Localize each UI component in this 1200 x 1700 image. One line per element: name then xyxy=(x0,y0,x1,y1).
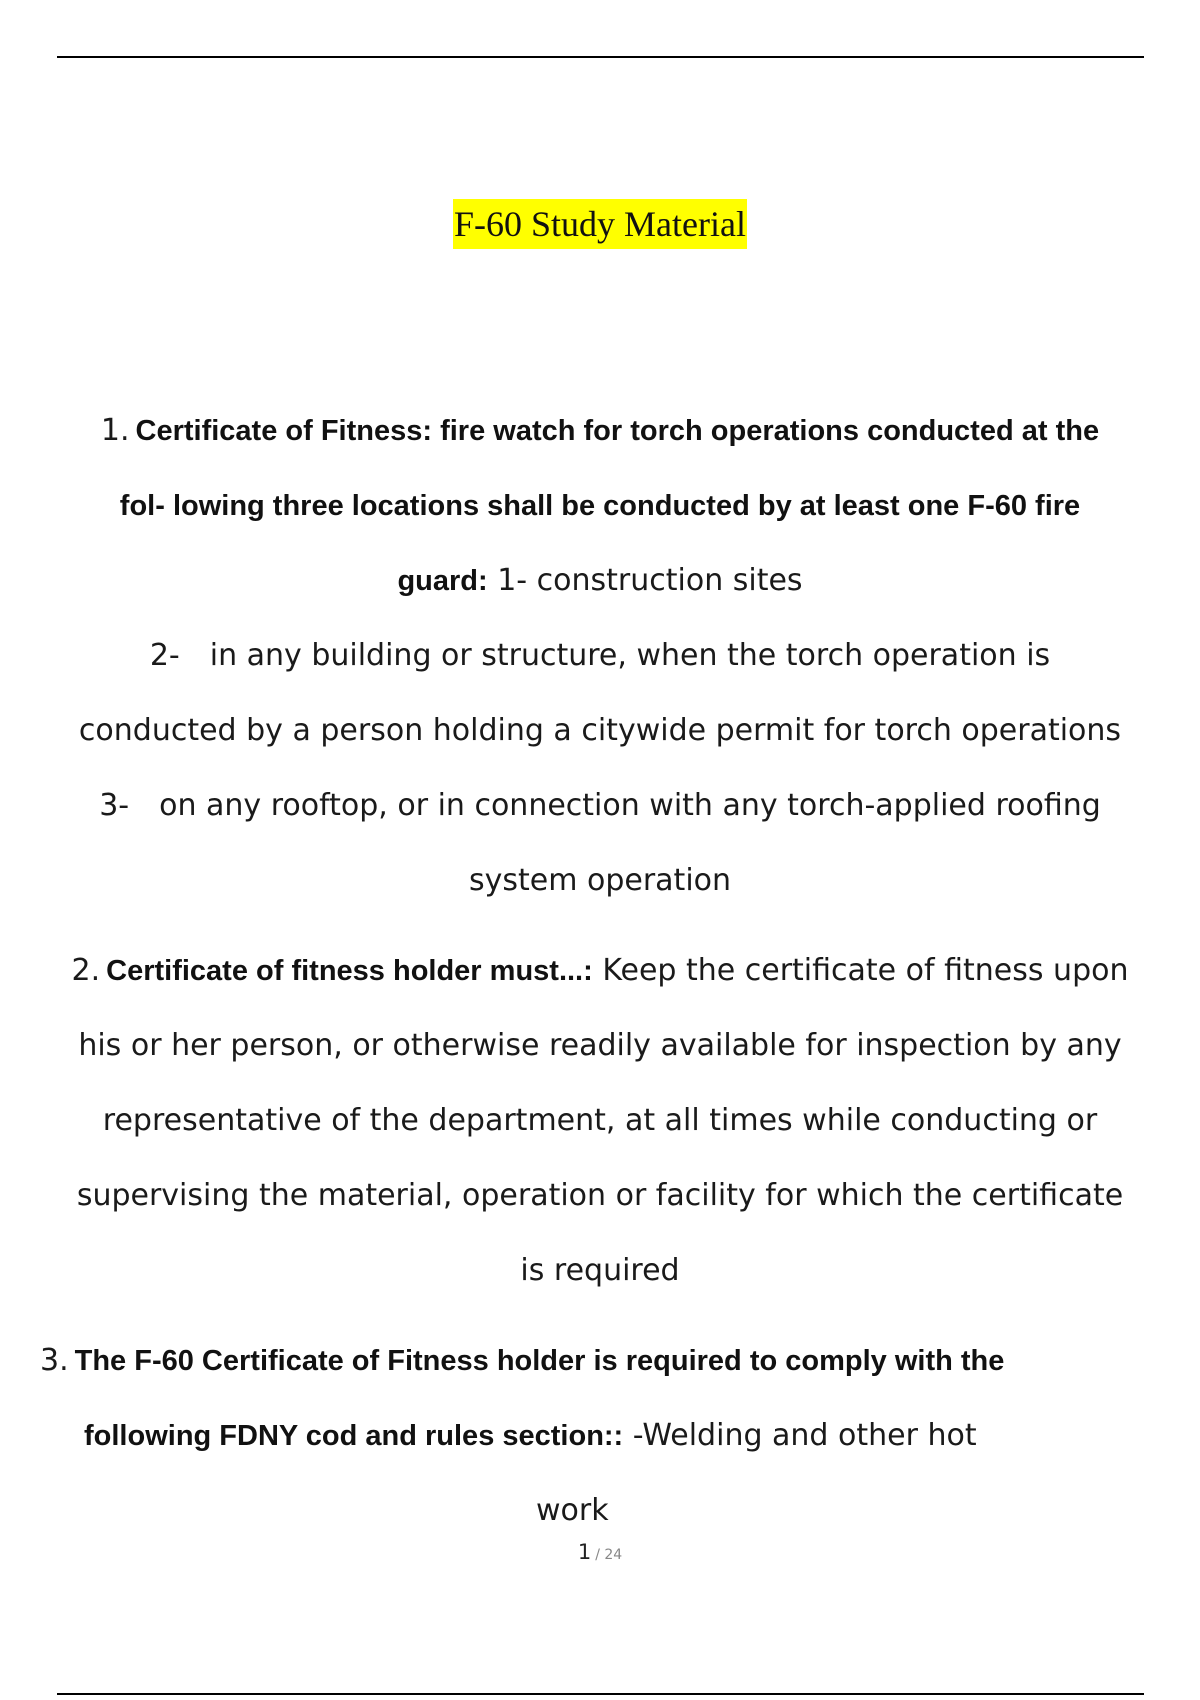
item-3-answer-line-2: -Welding and other hot xyxy=(623,1418,977,1453)
item-2-answer-line-2: his or her person, or otherwise readily available for inspection by any xyxy=(78,1028,1122,1063)
top-rule xyxy=(57,56,1144,58)
item-1-heading-line-2: fol- lowing three locations shall be conducted by at least one F-60 fire xyxy=(119,490,1081,522)
page-current: 1 xyxy=(577,1540,592,1564)
item-3-line-1 xyxy=(40,1339,1160,1383)
item-3-line-3 xyxy=(536,1489,836,1533)
item-1-sub-3-line-1 xyxy=(0,784,1200,828)
item-1-line-3 xyxy=(0,559,1200,603)
item-3-line-2 xyxy=(84,1414,1160,1458)
item-2-line-5 xyxy=(0,1249,1200,1293)
item-2-line-1 xyxy=(0,949,1200,993)
item-2-answer-line-3: representative of the department, at all times while conducting or xyxy=(102,1103,1098,1138)
page-total: / 24 xyxy=(595,1547,623,1563)
item-2-line-3 xyxy=(0,1099,1200,1143)
item-2-number: 2. xyxy=(71,953,101,988)
bottom-rule xyxy=(57,1693,1144,1695)
item-1-sub-3-text-2: system operation xyxy=(468,863,732,898)
item-1-sub-3-line-2 xyxy=(0,859,1200,903)
item-1-answer-line-3: 1- construction sites xyxy=(487,563,803,598)
item-2-line-4 xyxy=(0,1174,1200,1218)
item-1-sub-2-text-1: in any building or structure, when the torch operation is xyxy=(209,638,1051,673)
item-1-heading-line-1: Certificate of Fitness: fire watch for torch operations conducted at the xyxy=(135,415,1100,447)
item-3-heading-line-2: following FDNY cod and rules section:: xyxy=(84,1420,624,1452)
title-container xyxy=(0,199,1200,249)
item-3-heading-line-1: The F-60 Certificate of Fitness holder is required to comply with the xyxy=(74,1345,1005,1377)
item-1-sub-3-text-1: on any rooftop, or in connection with any torch-applied roofing xyxy=(159,788,1101,823)
document-title: F-60 Study Material xyxy=(453,199,747,249)
item-2-answer-line-1: Keep the certificate of fitness upon xyxy=(592,953,1129,988)
item-1-sub-2-line-1 xyxy=(0,634,1200,678)
item-3-answer-line-3: work xyxy=(536,1493,609,1528)
item-1-sub-2-text-2: conducted by a person holding a citywide permit for torch operations xyxy=(78,713,1122,748)
item-1-heading-line-3: guard: xyxy=(397,565,488,597)
page-indicator xyxy=(0,1540,1200,1564)
item-2-line-2 xyxy=(0,1024,1200,1068)
item-1-number: 1. xyxy=(100,413,130,448)
item-2-heading: Certificate of fitness holder must...: xyxy=(106,955,593,987)
item-1-line-1 xyxy=(0,409,1200,453)
item-1-sub-2-number: 2- xyxy=(149,638,180,673)
item-3-number: 3. xyxy=(40,1343,69,1378)
item-1-sub-2-line-2 xyxy=(0,709,1200,753)
item-2-answer-line-5: is required xyxy=(520,1253,680,1288)
item-2-answer-line-4: supervising the material, operation or facility for which the certificate xyxy=(76,1178,1124,1213)
item-1-sub-3-number: 3- xyxy=(99,788,130,823)
item-1-line-2 xyxy=(0,484,1200,528)
